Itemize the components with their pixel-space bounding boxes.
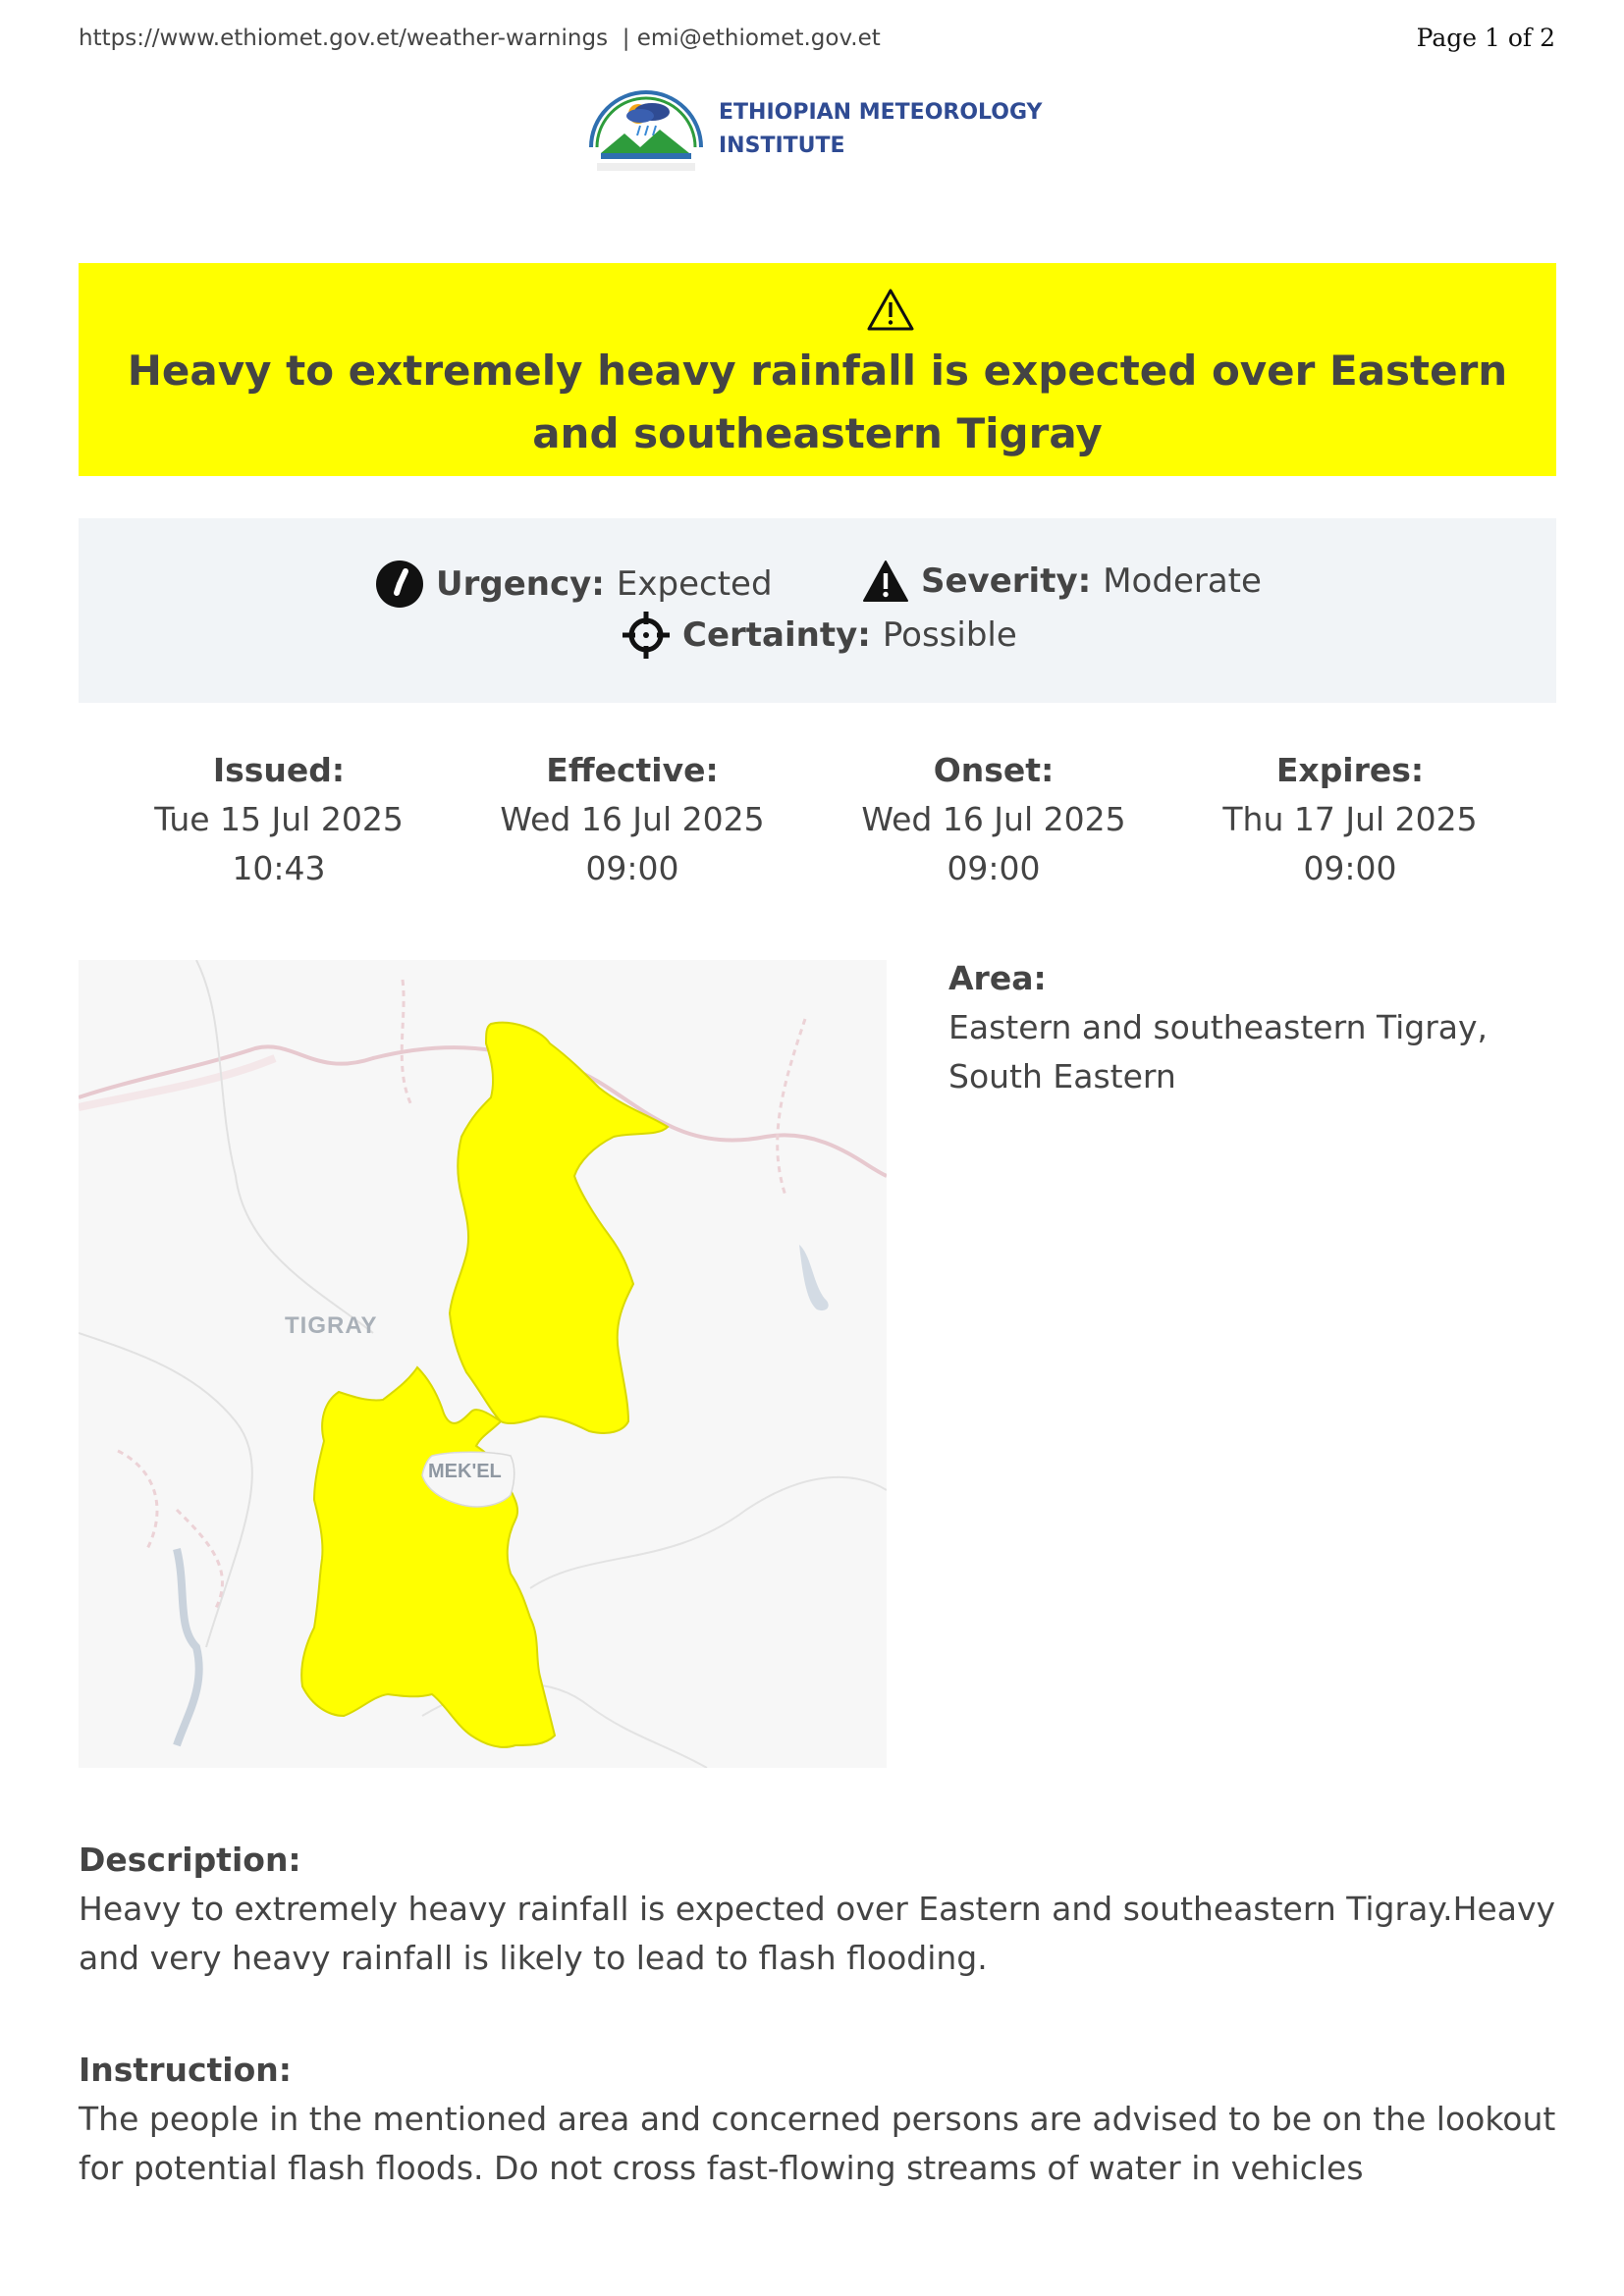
severity-field [862, 560, 1262, 603]
emi-logo-icon [583, 79, 709, 181]
urgency-clock-icon [375, 560, 424, 609]
description-text: Heavy to extremely heavy rainfall is expected over Eastern and southeastern Tigray.Heavy and very heavy rainfall is likely to lead to flash flooding. [79, 1890, 1555, 1977]
urgency-field [375, 560, 773, 609]
description-section [79, 1836, 1561, 1983]
expires-date: Thu 17 Jul 2025 [1222, 800, 1478, 838]
expires-time: 09:00 [1303, 849, 1397, 887]
map-label-city: MEK'EL [428, 1461, 502, 1482]
description-label: Description: [79, 1841, 301, 1879]
effective-field [456, 746, 809, 893]
map-label-region: TIGRAY [285, 1312, 378, 1339]
crosshair-icon [622, 611, 671, 660]
onset-label: Onset: [933, 751, 1055, 789]
warning-area-map[interactable] [79, 960, 887, 1768]
warning-dates [79, 746, 1556, 893]
effective-date: Wed 16 Jul 2025 [500, 800, 765, 838]
logo-line-2: INSTITUTE [719, 133, 845, 158]
instruction-label: Instruction: [79, 2051, 292, 2089]
certainty-field [622, 611, 1017, 660]
issued-time: 10:43 [232, 849, 326, 887]
contact-email[interactable]: emi@ethiomet.gov.et [636, 26, 881, 51]
warning-title: Heavy to extremely heavy rainfall is expected over Eastern and southeastern Tigray [127, 347, 1508, 457]
warning-banner [79, 263, 1556, 476]
area-value: Eastern and southeastern Tigray, South Eastern [948, 1008, 1489, 1095]
page-number: Page 1 of 2 [1416, 24, 1555, 52]
certainty-value: Possible [882, 615, 1017, 655]
onset-field [817, 746, 1170, 893]
expires-label: Expires: [1275, 751, 1425, 789]
severity-warning-icon [862, 560, 909, 603]
urgency-value: Expected [616, 564, 773, 604]
expires-field [1173, 746, 1527, 893]
page-header-source [79, 26, 881, 51]
map-canvas [79, 960, 887, 1768]
emi-logo [583, 79, 1042, 181]
severity-label: Severity: [921, 561, 1092, 601]
instruction-section [79, 2046, 1571, 2193]
source-url[interactable]: https://www.ethiomet.gov.et/weather-warnings [79, 26, 609, 51]
header-separator: | [622, 26, 630, 51]
onset-date: Wed 16 Jul 2025 [861, 800, 1126, 838]
area-label: Area: [948, 959, 1047, 997]
warning-meta-panel [79, 518, 1556, 703]
certainty-label: Certainty: [682, 615, 871, 655]
issued-field [102, 746, 456, 893]
onset-time: 09:00 [947, 849, 1041, 887]
area-section [948, 954, 1538, 1101]
issued-label: Issued: [212, 751, 346, 789]
logo-line-1: ETHIOPIAN METEOROLOGY [719, 100, 1043, 125]
warning-triangle-icon [866, 288, 915, 332]
effective-time: 09:00 [585, 849, 679, 887]
instruction-text: The people in the mentioned area and concerned persons are advised to be on the lookout for potential flash floods. Do not cross fast-flowing streams of water in vehicles [79, 2100, 1556, 2187]
issued-date: Tue 15 Jul 2025 [154, 800, 404, 838]
effective-label: Effective: [546, 751, 719, 789]
urgency-label: Urgency: [436, 564, 605, 604]
severity-value: Moderate [1103, 561, 1262, 601]
